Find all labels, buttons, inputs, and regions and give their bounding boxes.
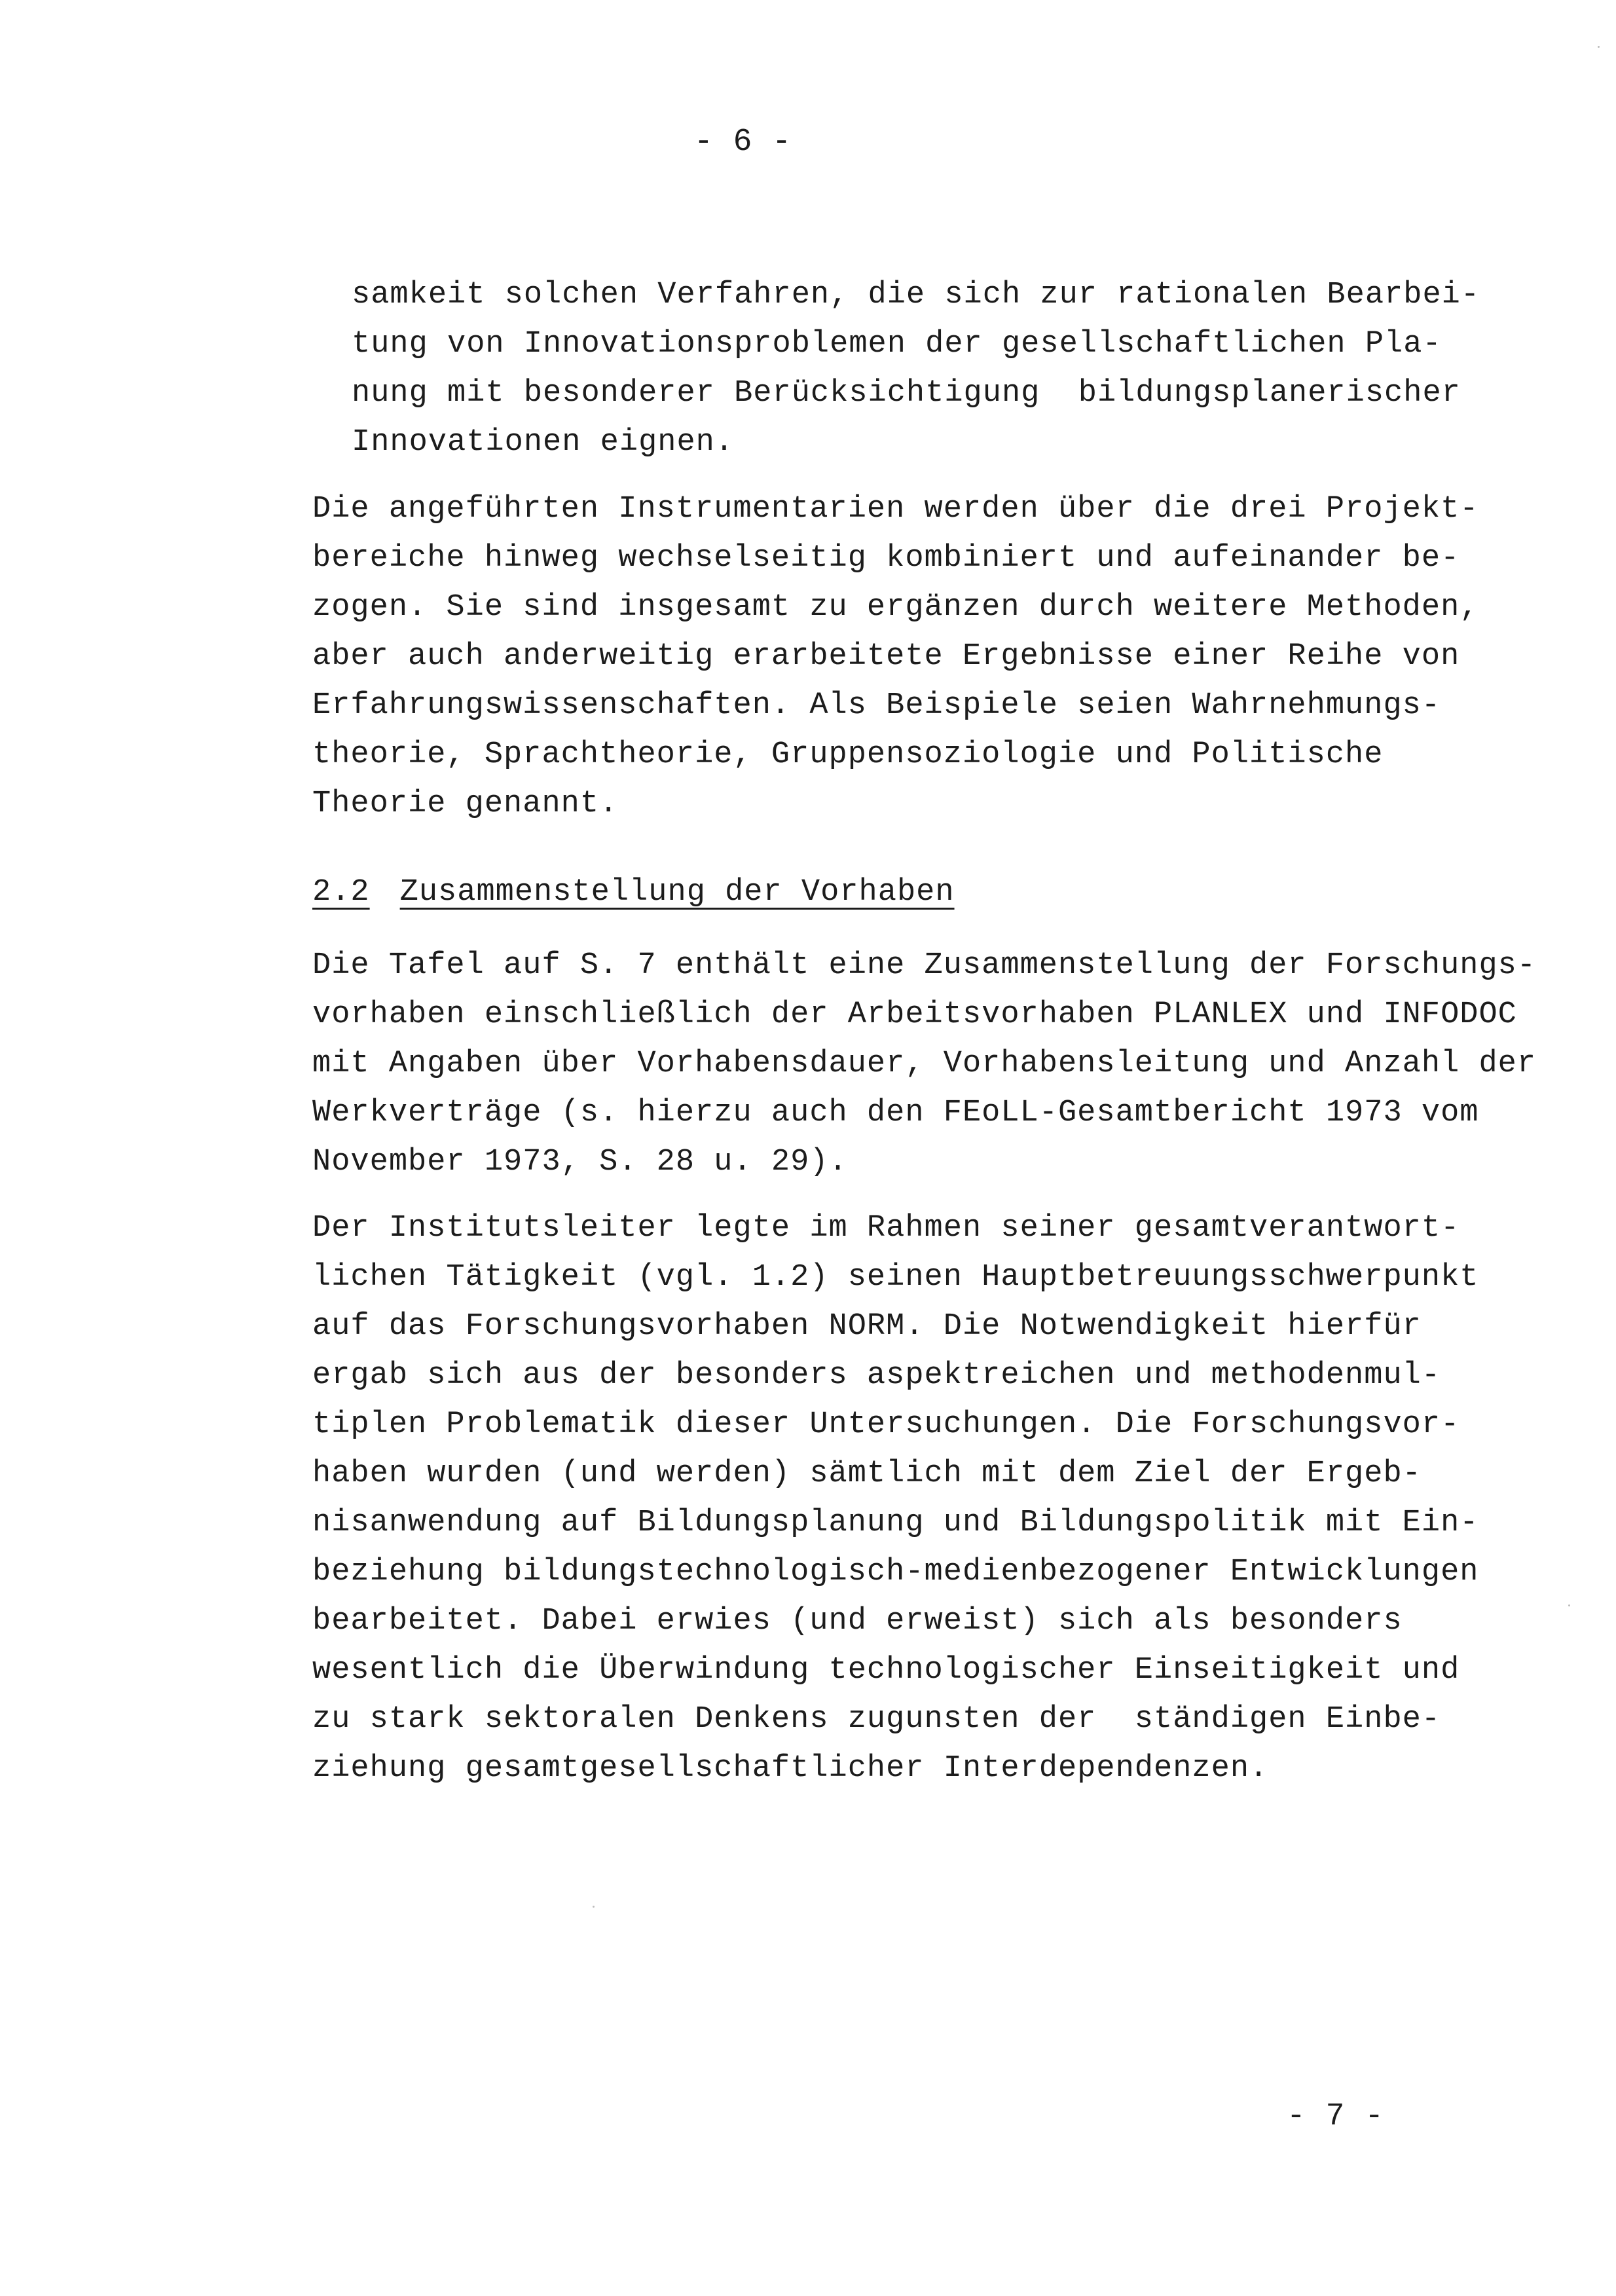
text-line: Werkverträge (s. hierzu auch den FEoLL-Gesamtbericht 1973 vom: [312, 1096, 1479, 1130]
text-line: Theorie genannt.: [312, 787, 619, 821]
section-number: 2.2: [312, 875, 370, 910]
text-line: zogen. Sie sind insgesamt zu ergänzen durch weitere Methoden,: [312, 590, 1479, 625]
scan-speck: [1568, 1604, 1570, 1606]
text-line: tiplen Problematik dieser Untersuchungen. Die Forschungsvor-: [312, 1407, 1460, 1442]
scan-speck: [593, 1906, 595, 1908]
text-line: aber auch anderweitig erarbeitete Ergebnisse einer Reihe von: [312, 639, 1460, 674]
text-line: Innovationen eignen.: [352, 425, 735, 460]
next-page-marker: - 7 -: [1287, 2099, 1385, 2134]
text-line: samkeit solchen Verfahren, die sich zur rationalen Bearbei-: [352, 278, 1480, 312]
scan-speck: [1598, 46, 1600, 48]
text-line: vorhaben einschließlich der Arbeitsvorhaben PLANLEX und INFODOC: [312, 997, 1517, 1032]
text-line: tung von Innovationsproblemen der gesellschaftlichen Pla-: [352, 327, 1442, 361]
text-line: nisanwendung auf Bildungsplanung und Bildungspolitik mit Ein-: [312, 1506, 1479, 1540]
text-line: beziehung bildungstechnologisch-medienbezogener Entwicklungen: [312, 1555, 1479, 1589]
text-line: haben wurden (und werden) sämtlich mit dem Ziel der Ergeb-: [312, 1456, 1422, 1491]
page-number: - 6 -: [694, 124, 792, 160]
text-line: bereiche hinweg wechselseitig kombiniert und aufeinander be-: [312, 541, 1460, 576]
text-line: auf das Forschungsvorhaben NORM. Die Notwendigkeit hierfür: [312, 1309, 1422, 1344]
text-line: Der Institutsleiter legte im Rahmen seiner gesamtverantwort-: [312, 1211, 1460, 1246]
text-line: zu stark sektoralen Denkens zugunsten der ständigen Einbe-: [312, 1702, 1441, 1737]
text-line: bearbeitet. Dabei erwies (und erweist) sich als besonders: [312, 1604, 1403, 1639]
text-line: mit Angaben über Vorhabensdauer, Vorhabensleitung und Anzahl der: [312, 1046, 1537, 1081]
text-line: Die Tafel auf S. 7 enthält eine Zusammenstellung der Forschungs-: [312, 948, 1537, 983]
text-line: nung mit besonderer Berücksichtigung bildungsplanerischer: [352, 376, 1461, 411]
section-title: Zusammenstellung der Vorhaben: [399, 875, 955, 910]
text-line: Erfahrungswissenschaften. Als Beispiele seien Wahrnehmungs-: [312, 688, 1441, 723]
text-line: ziehung gesamtgesellschaftlicher Interdependenzen.: [312, 1751, 1269, 1786]
text-line: Die angeführten Instrumentarien werden über die drei Projekt-: [312, 492, 1479, 527]
text-line: ergab sich aus der besonders aspektreichen und methodenmul-: [312, 1358, 1441, 1393]
text-line: November 1973, S. 28 u. 29).: [312, 1145, 848, 1179]
section-heading: [312, 875, 955, 910]
text-line: theorie, Sprachtheorie, Gruppensoziologie und Politische: [312, 737, 1384, 772]
text-line: wesentlich die Überwindung technologischer Einseitigkeit und: [312, 1653, 1460, 1688]
text-line: lichen Tätigkeit (vgl. 1.2) seinen Hauptbetreuungsschwerpunkt: [312, 1260, 1479, 1295]
